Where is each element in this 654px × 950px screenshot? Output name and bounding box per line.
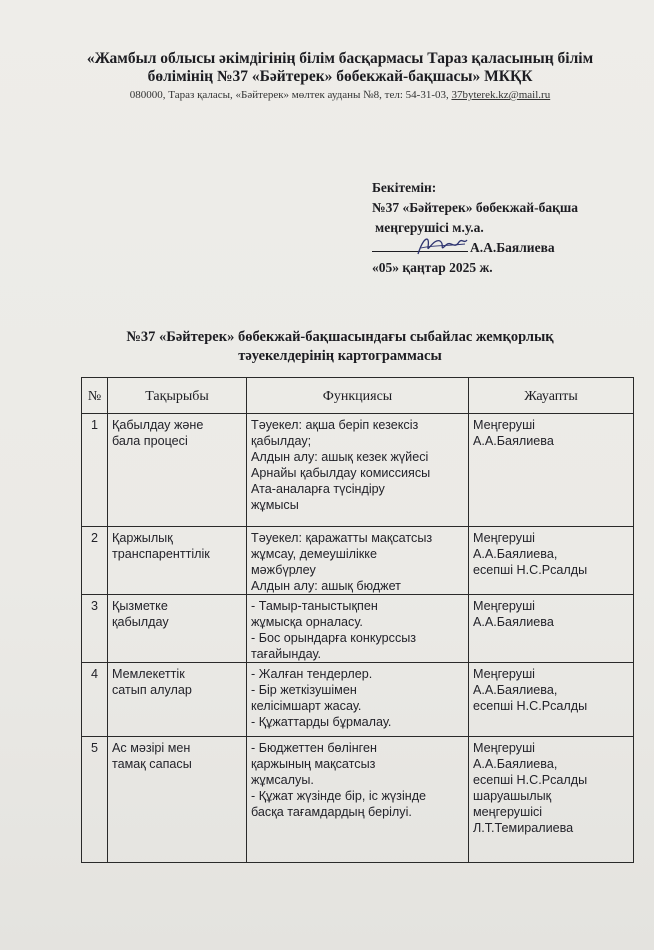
row-function <box>247 527 469 595</box>
row-topic <box>108 414 247 527</box>
row-number: 3 <box>82 595 108 663</box>
row-function-line: жұмсау, демеушілікке <box>251 547 377 561</box>
row-topic-line: транспаренттілік <box>112 547 210 561</box>
row-responsible-line: Меңгеруші <box>473 741 535 755</box>
row-topic-line: Ас мәзірі мен <box>112 741 191 755</box>
table-row <box>82 737 634 863</box>
row-function-line: Тәуекел: ақша беріп кезексіз <box>251 418 419 432</box>
header-number: № <box>82 378 108 414</box>
approve-name: А.А.Баялиева <box>470 240 555 255</box>
risk-table <box>81 377 634 863</box>
row-topic-line: қабылдау <box>112 615 169 629</box>
row-responsible-line: Меңгеруші <box>473 531 535 545</box>
row-responsible <box>469 737 634 863</box>
header-line-2: бөлімінің №37 «Бәйтерек» бөбекжай-бақшасы» МКҚК <box>147 68 533 85</box>
row-topic <box>108 527 247 595</box>
address-text: 080000, Тараз қаласы, «Бәйтерек» мөлтек ауданы №8, тел: 54-31-03, <box>129 89 449 101</box>
document-title-line-2: тәуекелдерінің картограммасы <box>238 348 442 364</box>
row-function-line: қаржының мақсатсыз <box>251 757 376 771</box>
row-topic-line: Қаржылық <box>112 531 173 545</box>
row-function-line: Алдын алу: ашық кезек жүйесі <box>251 450 429 464</box>
row-responsible-line: А.А.Баялиева <box>473 434 554 448</box>
row-topic-line: Қызметке <box>112 599 168 613</box>
row-responsible-line: есепші Н.С.Рсалды <box>473 563 588 577</box>
header-function: Функциясы <box>247 378 469 414</box>
table-body <box>82 414 634 863</box>
table-row <box>82 414 634 527</box>
row-topic <box>108 595 247 663</box>
row-responsible-line: А.А.Баялиева, <box>473 683 558 697</box>
row-number: 1 <box>82 414 108 527</box>
row-topic-line: Қабылдау және <box>112 418 204 432</box>
row-responsible-line: А.А.Баялиева, <box>473 547 558 561</box>
row-function-line: мәжбүрлеу <box>251 563 316 577</box>
approve-date: «05» қаңтар 2025 ж. <box>372 260 493 275</box>
row-function-line: - Құжаттарды бұрмалау. <box>251 715 392 729</box>
row-topic-line: сатып алулар <box>112 683 192 697</box>
row-responsible-line: Меңгеруші <box>473 599 535 613</box>
row-responsible-line: Меңгеруші <box>473 418 535 432</box>
row-responsible <box>469 527 634 595</box>
row-responsible <box>469 663 634 737</box>
handwritten-signature <box>415 232 469 258</box>
row-function-line: қабылдау; <box>251 434 312 448</box>
row-topic-line: тамақ сапасы <box>112 757 192 771</box>
row-function <box>247 595 469 663</box>
row-function-line: келісімшарт жасау. <box>251 699 362 713</box>
row-responsible-line: А.А.Баялиева <box>473 615 554 629</box>
row-responsible-line: А.А.Баялиева, <box>473 757 558 771</box>
row-responsible-line: есепші Н.С.Рсалды <box>473 699 588 713</box>
row-function <box>247 414 469 527</box>
row-topic <box>108 663 247 737</box>
row-function-line: жұмысқа орналасу. <box>251 615 363 629</box>
table-row <box>82 663 634 737</box>
row-function-line: Ата-аналарға түсіндіру <box>251 482 385 496</box>
email-link[interactable]: 37byterek.kz@mail.ru <box>451 89 551 101</box>
row-function-line: басқа тағамдардың берілуі. <box>251 805 412 819</box>
row-function-line: Алдын алу: ашық бюджет <box>251 579 401 593</box>
row-function-line: тағайындау. <box>251 647 322 661</box>
table-header-row <box>82 378 634 414</box>
table-row <box>82 527 634 595</box>
row-responsible-line: есепші Н.С.Рсалды <box>473 773 588 787</box>
row-responsible-line: Л.Т.Темиралиева <box>473 821 574 835</box>
table-row <box>82 595 634 663</box>
header-responsible: Жауапты <box>469 378 634 414</box>
row-function <box>247 737 469 863</box>
row-function-line: жұмысы <box>251 498 299 512</box>
row-function-line: Арнайы қабылдау комиссиясы <box>251 466 431 480</box>
row-topic-line: бала процесі <box>112 434 188 448</box>
row-function-line: - Бос орындарға конкурссыз <box>251 631 417 645</box>
row-responsible-line: Меңгеруші <box>473 667 535 681</box>
approve-position: меңгерушісі м.у.а. <box>375 220 484 235</box>
row-responsible <box>469 595 634 663</box>
approve-org: №37 «Бәйтерек» бөбекжай-бақша <box>372 200 578 215</box>
header-address <box>60 89 620 101</box>
row-topic-line: Мемлекеттік <box>112 667 185 681</box>
row-responsible <box>469 414 634 527</box>
row-function-line: - Тамыр-таныстықпен <box>251 599 378 613</box>
approval-block <box>372 178 578 278</box>
row-function-line: - Бюджеттен бөлінген <box>251 741 377 755</box>
row-function-line: - Бір жеткізушімен <box>251 683 357 697</box>
row-number: 2 <box>82 527 108 595</box>
approve-label: Бекітемін: <box>372 180 437 195</box>
document-title-line-1: №37 «Бәйтерек» бөбекжай-бақшасындағы сыбайлас жемқорлық <box>126 329 554 345</box>
row-responsible-line: шаруашылық <box>473 789 552 803</box>
row-function-line: - Жалған тендерлер. <box>251 667 373 681</box>
header-line-1: «Жамбыл облысы әкімдігінің білім басқармасы Тараз қаласының білім <box>86 50 594 67</box>
row-function-line: жұмсалуы. <box>251 773 314 787</box>
row-function <box>247 663 469 737</box>
row-number: 4 <box>82 663 108 737</box>
header-topic: Тақырыбы <box>108 378 247 414</box>
approve-signature-line <box>372 238 578 258</box>
row-responsible-line: меңгерушісі <box>473 805 543 819</box>
row-function-line: Тәуекел: қаражатты мақсатсыз <box>251 531 433 545</box>
row-number: 5 <box>82 737 108 863</box>
row-topic <box>108 737 247 863</box>
row-function-line: - Құжат жүзінде бір, іс жүзінде <box>251 789 427 803</box>
